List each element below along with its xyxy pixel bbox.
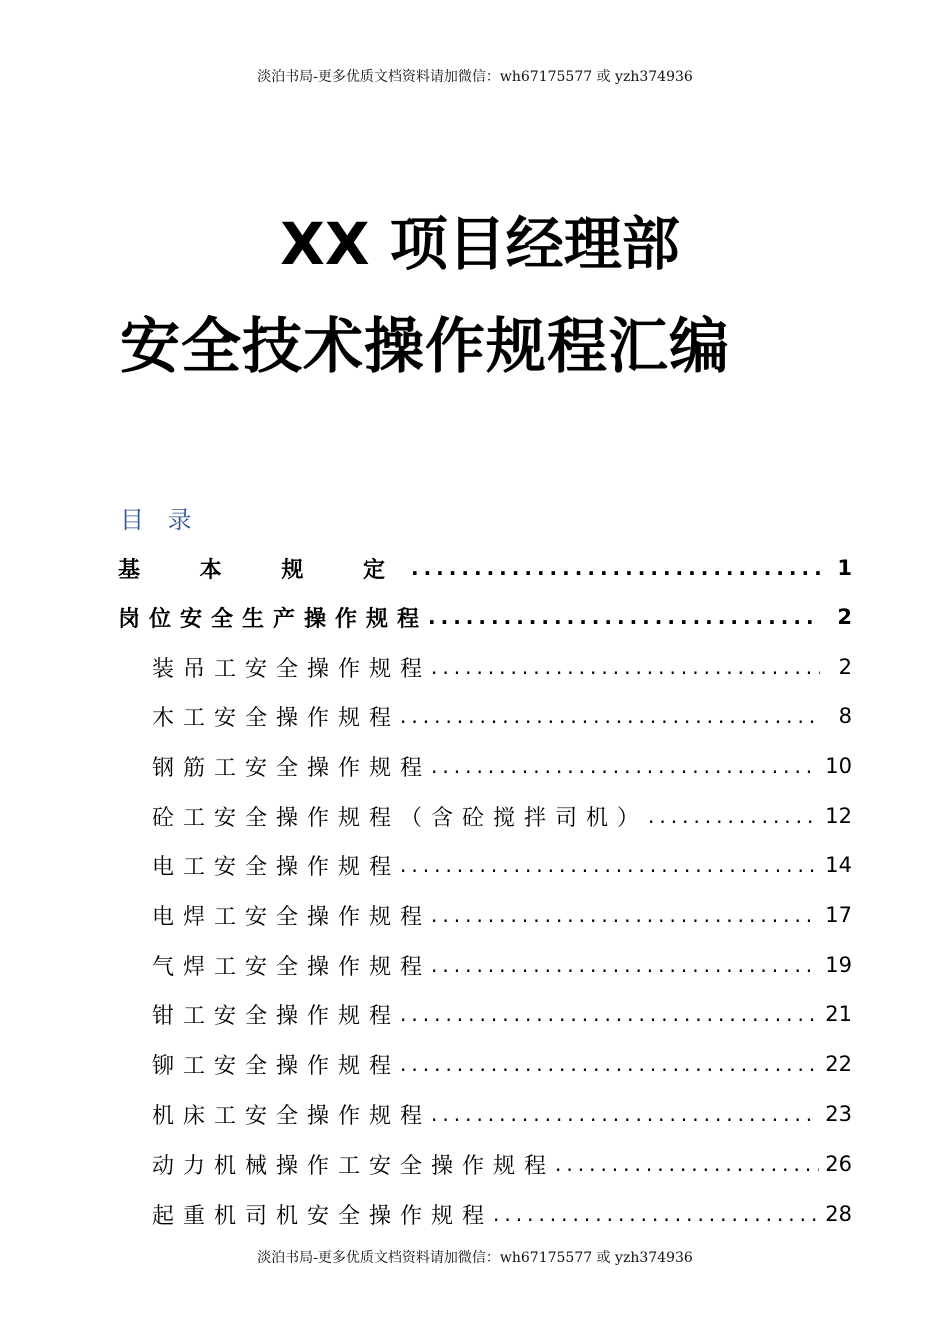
toc-leader-dots <box>400 704 820 728</box>
toc-entry[interactable] <box>152 642 852 692</box>
toc-leader-dots <box>400 1002 819 1026</box>
toc-entry-page: 10 <box>825 754 852 778</box>
toc-leader-dots <box>493 1202 819 1226</box>
toc-entry-page: 26 <box>825 1152 852 1176</box>
toc-entry[interactable] <box>152 691 852 741</box>
toc-leader-dots <box>431 1102 819 1126</box>
toc-entry[interactable] <box>152 791 852 841</box>
toc-entry-label: 钳工安全操作规程 <box>152 1003 401 1029</box>
toc-entry-label: 木工安全操作规程 <box>152 705 401 731</box>
toc-entry[interactable] <box>152 741 852 791</box>
toc-entry-label: 铆工安全操作规程 <box>152 1053 401 1079</box>
toc-entry-label: 装吊工安全操作规程 <box>152 656 432 682</box>
toc-leader-dots <box>431 903 819 927</box>
toc-leader-dots <box>431 655 820 679</box>
toc-entry[interactable] <box>152 1089 852 1139</box>
document-title-line-2: 安全技术操作规程汇编 <box>120 312 730 382</box>
toc-leader-dots <box>428 605 820 629</box>
toc-leader-dots <box>400 1052 819 1076</box>
toc-leader-dots <box>648 804 819 828</box>
toc-entry-label: 岗位安全生产操作规程 <box>118 606 429 632</box>
toc-entry[interactable] <box>152 1189 852 1239</box>
toc-entry-page: 2 <box>838 655 852 679</box>
toc-entry-page: 8 <box>838 704 852 728</box>
toc-entry-page: 17 <box>825 903 852 927</box>
toc-entry[interactable] <box>152 840 852 890</box>
toc-entry[interactable] <box>152 940 852 990</box>
toc-entry-page: 21 <box>825 1002 852 1026</box>
toc-entry[interactable] <box>152 1139 852 1189</box>
toc-leader-dots <box>400 853 819 877</box>
toc-entry-label: 起重机司机安全操作规程 <box>152 1203 494 1229</box>
toc-entry-label: 基 本 规 定 <box>118 557 411 583</box>
toc-entry-label: 气焊工安全操作规程 <box>152 954 432 980</box>
toc-entry-page: 23 <box>825 1102 852 1126</box>
toc-entry-label: 机床工安全操作规程 <box>152 1103 432 1129</box>
toc-entry-page: 1 <box>837 556 852 580</box>
document-title-line-1: XX 项目经理部 <box>280 210 680 278</box>
page-footer-watermark: 淡泊书局-更多优质文档资料请加微信：wh67175577 或 yzh374936 <box>257 1250 693 1266</box>
toc-entry-page: 19 <box>825 953 852 977</box>
toc-entry-page: 22 <box>825 1052 852 1076</box>
toc-leader-dots <box>555 1152 819 1176</box>
toc-entry-label: 电焊工安全操作规程 <box>152 904 432 930</box>
toc-entry-label: 电工安全操作规程 <box>152 854 401 880</box>
toc-heading: 目 录 <box>120 506 200 534</box>
toc-entry[interactable] <box>152 989 852 1039</box>
page-header-watermark: 淡泊书局-更多优质文档资料请加微信：wh67175577 或 yzh374936 <box>257 69 693 85</box>
toc-entry-label: 钢筋工安全操作规程 <box>152 755 432 781</box>
toc-entry-page: 28 <box>825 1202 852 1226</box>
toc-entry[interactable] <box>118 543 852 593</box>
toc-entry-page: 14 <box>825 853 852 877</box>
toc-leader-dots <box>431 754 819 778</box>
toc-entry-label: 砼工安全操作规程（含砼搅拌司机） <box>152 805 649 831</box>
toc-leader-dots <box>431 953 819 977</box>
toc-entry[interactable] <box>152 890 852 940</box>
toc-leader-dots <box>411 556 820 580</box>
toc-entry[interactable] <box>152 1039 852 1089</box>
toc-entry[interactable] <box>118 592 852 642</box>
toc-entry-label: 动力机械操作工安全操作规程 <box>152 1153 556 1179</box>
toc-entry-page: 12 <box>825 804 852 828</box>
toc-entry-page: 2 <box>837 605 852 629</box>
